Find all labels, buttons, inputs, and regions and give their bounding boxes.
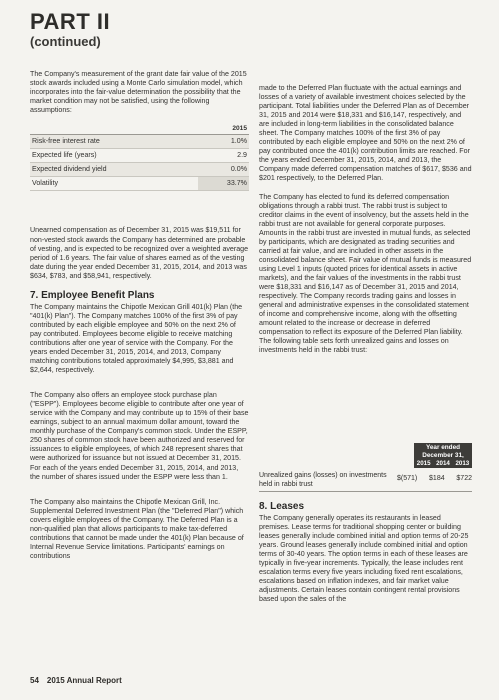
rabbi-trust-paragraph: The Company has elected to fund its deferred compensation obligations through a rabbi trust. The rabbi trust is subject to creditor claims in the event of insolvency, but the assets held in the rabbi trust are not available for general corporate purposes. Amounts in the rabbi trust are invested in mutual funds, as selected by participants, which are designated as trading securities and carried at fair value, and are included in other assets in the consolidated balance sheet. Fair value of mutual funds is measured using Level 1 inputs (quoted prices for identical assets in active markets), and the fair values of the investments in the rabbi trust were $18,331 and $16,147 as of December 31, 2015 and 2014, respectively. The Company records trading gains and losses in general and administrative expenses in the consolidated statement of income and comprehensive income, along with the offsetting amount related to the increase or decrease in deferred compensation to reflect its exposure of the Deferred Plan liability. The following table sets forth unrealized gains and losses on investments held in the rabbi trust:: [259, 192, 472, 355]
row-label: Risk-free interest rate: [30, 135, 198, 149]
row-value: 1.0%: [198, 135, 249, 149]
page-footer: [30, 676, 122, 685]
header-year-ended: Year ended: [425, 444, 461, 451]
year-2015: 2015: [416, 460, 431, 467]
year-2013: 2013: [455, 460, 470, 467]
section-8-heading: 8. Leases: [259, 501, 305, 512]
leases-section: [259, 501, 472, 613]
table-row: [30, 177, 249, 191]
table-row: [30, 149, 249, 163]
row-value: 33.7%: [198, 177, 249, 191]
unearned-paragraph: Unearned compensation as of December 31, 2015 was $19,511 for non-vested stock awards the Company has determined are probable of vesting, and is expected to be recognized over a weighted average period of 1.6 years. The fair value of shares earned as of the vesting date during the year ended December 31, 2015, 2014, and 2013 was $634, $783, and $58,941, respectively.: [30, 226, 249, 280]
401k-paragraph: The Company maintains the Chipotle Mexican Grill 401(k) Plan (the "401(k) Plan"). The Company matches 100% of the first 3% of pay contributed by each eligible employee and 50% on the next 2% of pay contributed. Employees become eligible to receive matching contributions after one year of service with the Company. For the years ended December 31, 2015, 2014, and 2013, Company matching contributions totaled approximately $4,995, $3,881 and $2,644, respectively.: [30, 302, 243, 375]
row-label: Expected dividend yield: [30, 163, 198, 177]
row-values: [397, 475, 472, 482]
row-value: 0.0%: [198, 163, 249, 177]
table-row: [259, 471, 472, 492]
table-row: [30, 135, 249, 149]
espp-paragraph: The Company also offers an employee stock purchase plan ("ESPP"). Employees become eligible to contribute after one year of service with the Company and may contribute up to 15% of their base earnings, subject to an annual maximum dollar amount, toward the monthly purchase of the Company's common stock. Under the ESPP, 250 shares of common stock have been authorized and reserved for issuances to eligible employees, of which 248 represent shares that were authorized for issuance but not issued at December 31, 2015. For each of the years ended December 31, 2015, 2014, and 2013, the number of shares issued under the ESPP were less than 1.: [30, 391, 249, 481]
leases-paragraph: The Company generally operates its restaurants in leased premises. Lease terms for traditional shopping center or building leases generally include combined initial and option terms of 20-25 years. Ground leases generally include combined initial and option terms of 30-40 years. The option terms in each of these leases are typically in five-year increments. Typically, the lease includes rent escalation terms every five years including fixed rent escalations, escalations based on inflation indexes, and fair market value adjustments. Certain leases contain contingent rental provisions based upon the sales of the: [259, 514, 469, 604]
deferred-plan-continued: made to the Deferred Plan fluctuate with the actual earnings and losses of a variety of available investment choices selected by the participant. Total liabilities under the Deferred Plan as of December 31, 2015 and 2014 were $18,331 and $16,147, respectively, and are included in long-term liabilities in the consolidated balance sheet. The Company matches 100% of the first 3% of pay contributed by each eligible employee and 50% on the next 2% of pay contributed once the 401(k) contribution limits are reached. For the years ended December 31, 2015, 2014, and 2013, the Company made deferred compensation matches of $617, $536 and $201 respectively, to the Deferred Plan.: [259, 84, 472, 183]
value-2014: $184: [429, 475, 445, 482]
intro-paragraph: The Company's measurement of the grant date fair value of the 2015 stock awards included using a Monte Carlo simulation model, which incorporates into the fair-value determination the possibility that the market condition may not be satisfied, using the following assumptions:: [30, 70, 247, 115]
header-years: [414, 460, 472, 468]
left-column: [30, 70, 249, 570]
value-2013: $722: [456, 475, 472, 482]
row-label: Unrealized gains (losses) on investments held in rabbi trust: [259, 472, 387, 488]
part-subtitle: (continued): [30, 34, 101, 49]
table-row: [30, 163, 249, 177]
assumptions-year: 2015: [30, 122, 249, 135]
part-title: PART II: [30, 9, 111, 34]
table-header: [414, 443, 472, 468]
row-value: 2.9: [198, 149, 249, 163]
deferred-plan-paragraph: The Company also maintains the Chipotle Mexican Grill, Inc. Supplemental Deferred Investment Plan (the "Deferred Plan") which covers eligible employees of the Company. The Deferred Plan is a non-qualified plan that allows participants to make tax-deferred contributions that cannot be made under the 401(k) Plan because of Internal Revenue Service limitations. Participants' earnings on contributions: [30, 497, 244, 560]
assumptions-table: [30, 122, 249, 191]
header-date: December 31,: [422, 452, 464, 459]
value-2015: $(571): [397, 475, 418, 482]
page-number: 54: [30, 676, 39, 685]
right-column: [259, 84, 472, 364]
row-label: Expected life (years): [30, 149, 198, 163]
report-label: 2015 Annual Report: [46, 676, 122, 685]
row-label: Volatility: [30, 177, 198, 191]
section-7-heading: 7. Employee Benefit Plans: [30, 289, 155, 301]
year-2014: 2014: [436, 460, 450, 467]
